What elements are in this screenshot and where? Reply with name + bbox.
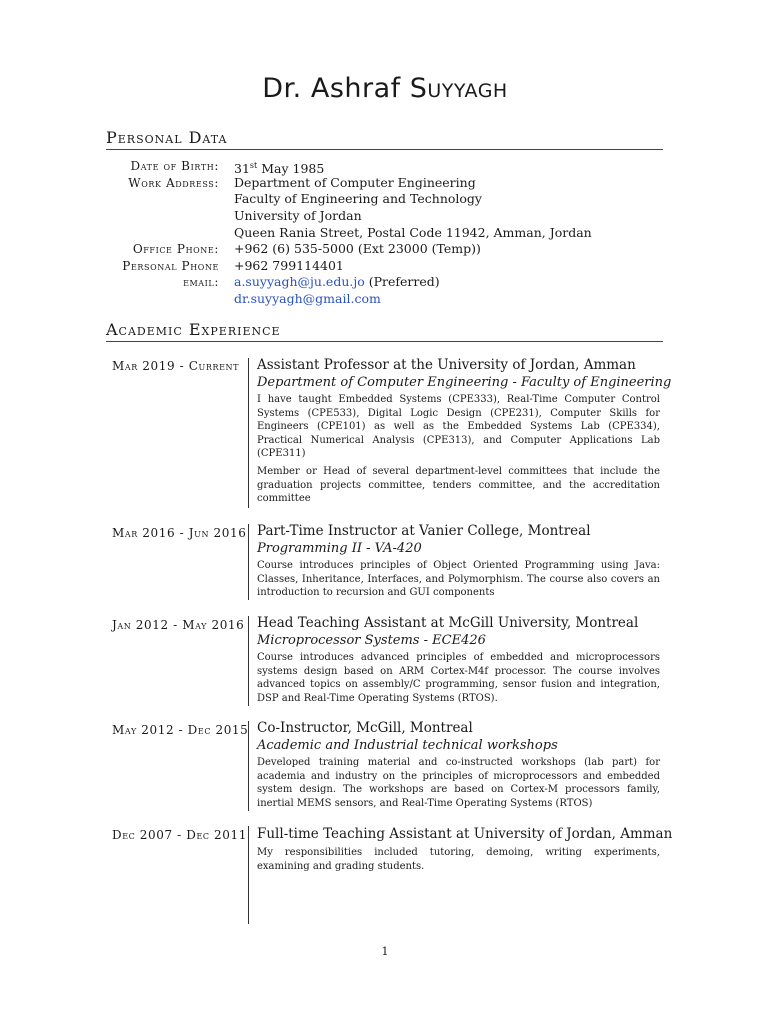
entry-subtitle: Department of Computer Engineering - Faculty of Engineering [257, 375, 672, 390]
entry-description: I have taught Embedded Systems (CPE333), Real-Time Computer Control Systems (CPE533), Digital Logic Design (CPE231), Computer Skills for Engineers (CPE101) as well as the Embedded Systems Lab (CPE334), Practical Numerical Analysis (CPE313), and Computer Applications Lab (CPE311) [257, 394, 660, 459]
entry-date: Mar 2016 - Jun 2016 [112, 526, 247, 540]
email-primary-note: (Preferred) [364, 274, 440, 289]
entry-subtitle: Programming II - VA-420 [257, 541, 422, 556]
entry-description: Member or Head of several department-level committees that include the graduation projects committee, tenders committee, and the accreditation committee [257, 466, 660, 504]
entry-title: Assistant Professor at the University of Jordan, Amman [257, 357, 636, 373]
entry-title: Full-time Teaching Assistant at University of Jordan, Amman [257, 826, 673, 842]
work-address-line: Department of Computer Engineering [234, 175, 476, 190]
personal-data-heading: Personal Data [106, 128, 228, 147]
entry-vertical-rule [248, 358, 249, 508]
entry-description: My responsibilities included tutoring, demoing, writing experiments, examining and grading students. [257, 847, 660, 872]
dob-label: Date of Birth: [130, 159, 219, 173]
entry-title: Head Teaching Assistant at McGill University, Montreal [257, 615, 639, 631]
work-address-line: Faculty of Engineering and Technology [234, 191, 482, 206]
first-name: Dr. Ashraf [262, 73, 401, 104]
work-address-line: University of Jordan [234, 208, 362, 223]
last-name: Suyyagh [409, 73, 508, 104]
personal-phone-label: Personal Phone [122, 259, 219, 273]
entry-description: Developed training material and co-instructed workshops (lab part) for academia and industry on the principles of microprocessors and embedded system design. The workshops are based on Cortex-M processors family, inertial MEMS sensors, and Real-Time Operating Systems (RTOS) [257, 757, 660, 809]
entry-date: May 2012 - Dec 2015 [112, 723, 249, 737]
entry-vertical-rule [248, 524, 249, 600]
entry-date: Dec 2007 - Dec 2011 [112, 828, 247, 842]
work-address-label: Work Address: [128, 176, 219, 190]
entry-subtitle: Microprocessor Systems - ECE426 [257, 633, 486, 648]
entry-description: Course introduces advanced principles of embedded and microprocessors systems design based on ARM Cortex-M4f processor. The course involves advanced topics on assembly/C programming, sensor fusion and integration, DSP and Real-Time Operating Systems (RTOS). [257, 652, 660, 704]
academic-experience-rule [106, 341, 663, 342]
email-label: email: [183, 275, 219, 289]
cv-name [0, 73, 770, 104]
entry-vertical-rule [248, 826, 249, 924]
work-address-line: Queen Rania Street, Postal Code 11942, Amman, Jordan [234, 225, 592, 240]
entry-title: Part-Time Instructor at Vanier College, Montreal [257, 523, 591, 539]
office-phone-label: Office Phone: [132, 242, 219, 256]
entry-title: Co-Instructor, McGill, Montreal [257, 720, 473, 736]
page-number: 1 [381, 945, 389, 958]
entry-vertical-rule [248, 721, 249, 811]
dob-suffix: st [249, 161, 258, 170]
email-value [234, 274, 440, 290]
entry-date: Jan 2012 - May 2016 [112, 618, 245, 632]
entry-vertical-rule [248, 616, 249, 706]
entry-description: Course introduces principles of Object Oriented Programming using Java: Classes, Inheritance, Interfaces, and Polymorphism. The course also covers an introduction to recursion and GUI components [257, 560, 660, 598]
email-secondary-link[interactable]: dr.suyyagh@gmail.com [234, 291, 381, 306]
personal-phone-value: +962 799114401 [234, 258, 344, 273]
office-phone-value: +962 (6) 535-5000 (Ext 23000 (Temp)) [234, 241, 481, 256]
entry-subtitle: Academic and Industrial technical workshops [257, 738, 558, 753]
dob-rest: May 1985 [261, 161, 325, 176]
academic-experience-heading: Academic Experience [106, 320, 281, 339]
email-primary-link[interactable]: a.suyyagh@ju.edu.jo [234, 274, 365, 289]
dob-day: 31 [234, 161, 250, 176]
personal-data-rule [106, 149, 663, 150]
entry-date: Mar 2019 - Current [112, 359, 240, 373]
